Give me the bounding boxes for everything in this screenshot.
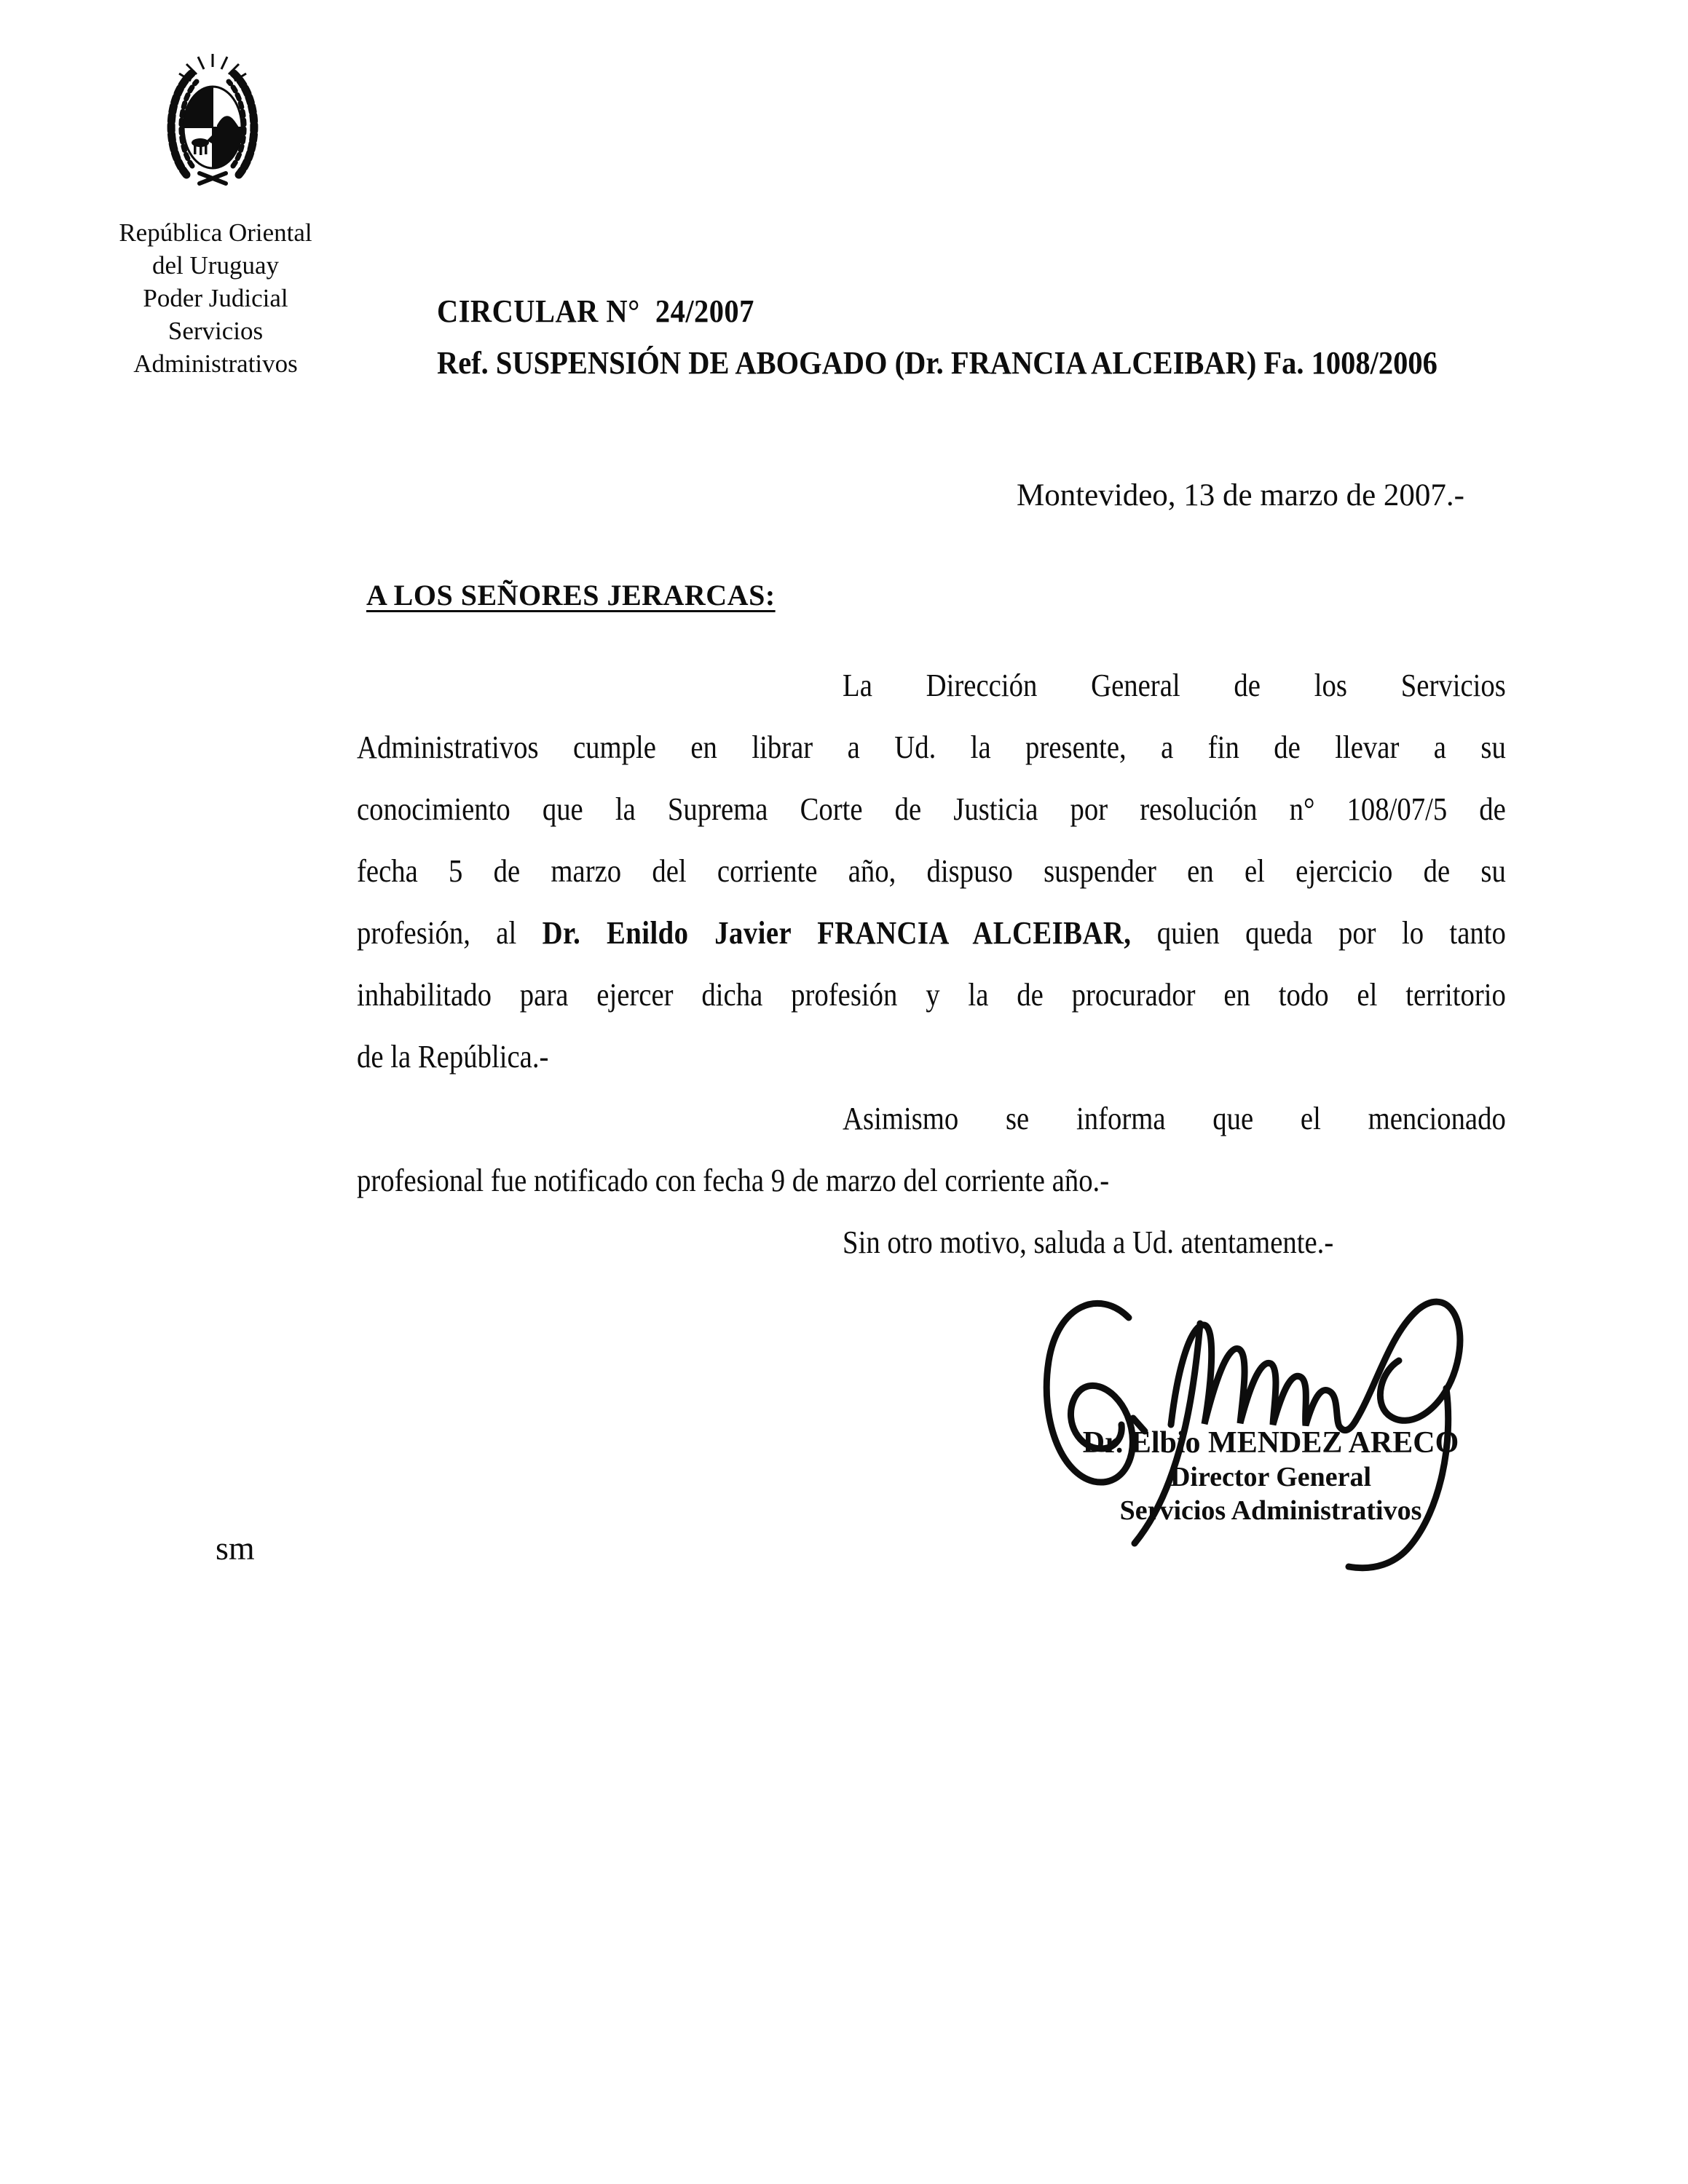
body-run: de la República.- xyxy=(357,1039,549,1075)
letterhead-org-lines xyxy=(86,216,345,380)
letterhead-line: Servicios xyxy=(167,317,264,345)
body-line xyxy=(357,778,1506,840)
body-run: Sin otro motivo, saluda a Ud. atentamente.- xyxy=(843,1224,1334,1260)
signatory-name: Dr. Elbio MENDEZ ARECO xyxy=(1082,1426,1459,1460)
coat-of-arms-emblem xyxy=(159,50,267,192)
body-line xyxy=(357,716,1506,778)
body-text xyxy=(357,654,1506,1273)
body-line xyxy=(357,1211,1506,1273)
body-run: Asimismo se informa que el mencionado xyxy=(843,1101,1506,1136)
body-run: conocimiento que la Suprema Corte de Justicia por resolución n° 108/07/5 de xyxy=(357,791,1506,827)
salutation: A LOS SEÑORES JERARCAS: xyxy=(366,579,776,612)
dateline: Montevideo, 13 de marzo de 2007.- xyxy=(1017,478,1464,513)
body-run: fecha 5 de marzo del corriente año, dispuso suspender en el ejercicio de su xyxy=(357,853,1506,889)
body-line xyxy=(357,902,1506,964)
reference-line: Ref. SUSPENSIÓN DE ABOGADO (Dr. FRANCIA ALCEIBAR) Fa. 1008/2006 xyxy=(437,345,1437,381)
body-line xyxy=(357,1088,1506,1150)
body-run: Administrativos cumple en librar a Ud. la presente, a fin de llevar a su xyxy=(357,729,1506,765)
letterhead-line: Administrativos xyxy=(133,349,298,378)
body-run: inhabilitado para ejercer dicha profesión y la de procurador en todo el territorio xyxy=(357,977,1506,1013)
body-run-bold: Dr. Enildo Javier FRANCIA ALCEIBAR, xyxy=(542,915,1132,951)
heading-block xyxy=(437,293,1509,382)
circular-number: CIRCULAR N° 24/2007 xyxy=(437,293,754,329)
handwritten-signature xyxy=(1012,1275,1482,1575)
body-line xyxy=(357,840,1506,902)
typist-initials: sm xyxy=(216,1530,255,1567)
body-run: La Dirección General de los Servicios xyxy=(843,668,1506,703)
body-line xyxy=(357,964,1506,1026)
letterhead-line: República Oriental xyxy=(119,218,312,247)
signatory-title: Director General xyxy=(1170,1462,1372,1492)
body-run: quien queda por lo tanto xyxy=(1131,915,1506,951)
body-line xyxy=(357,1150,1506,1211)
letterhead-line: Poder Judicial xyxy=(143,284,288,312)
letterhead-line: del Uruguay xyxy=(152,251,279,280)
body-line xyxy=(357,654,1506,716)
body-line xyxy=(357,1026,1506,1088)
signatory-department: Servicios Administrativos xyxy=(1119,1495,1422,1526)
body-run: profesión, al xyxy=(357,915,543,951)
body-run: profesional fue notificado con fecha 9 de marzo del corriente año.- xyxy=(357,1163,1110,1198)
